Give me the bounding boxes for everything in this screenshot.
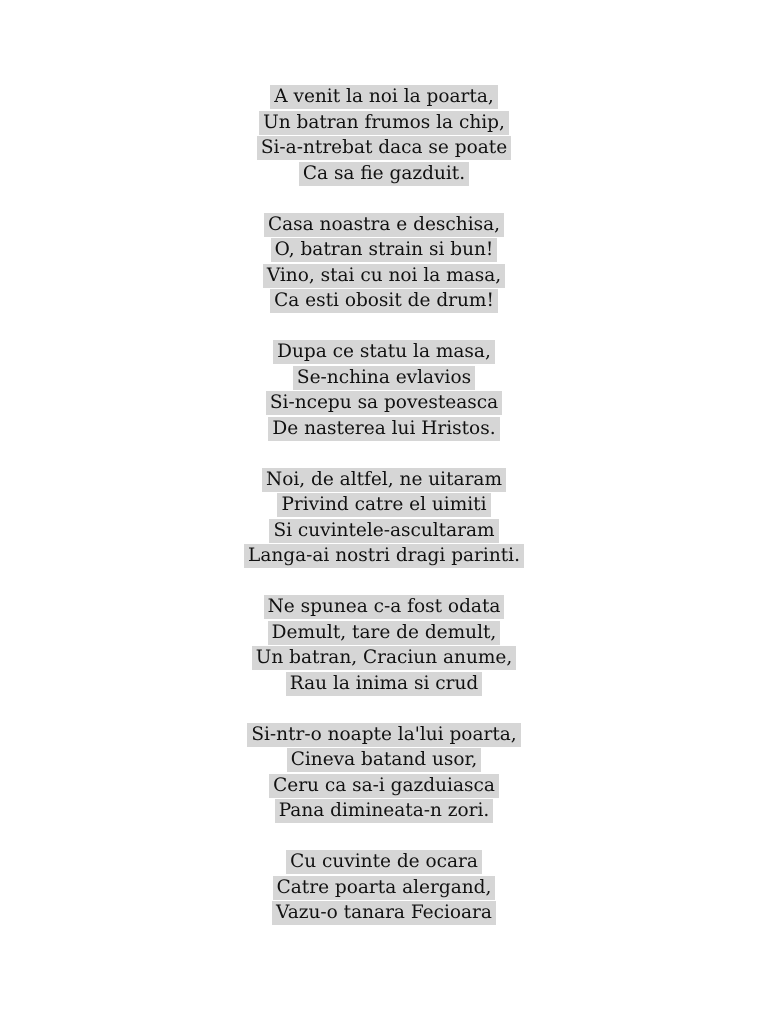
poem-line (0, 212, 768, 238)
poem-line (0, 671, 768, 697)
stanza-6 (0, 722, 768, 824)
highlighted-text: Rau la inima si crud (286, 672, 482, 696)
highlighted-text: Un batran frumos la chip, (259, 111, 509, 135)
highlighted-text: Un batran, Craciun anume, (252, 646, 517, 670)
highlighted-text: Ca esti obosit de drum! (270, 289, 498, 313)
poem-line (0, 722, 768, 748)
highlighted-text: Dupa ce statu la masa, (273, 340, 495, 364)
poem-line (0, 798, 768, 824)
stanza-3 (0, 339, 768, 441)
poem (0, 84, 768, 951)
highlighted-text: Vino, stai cu noi la masa, (263, 264, 505, 288)
poem-line (0, 161, 768, 187)
highlighted-text: Cu cuvinte de ocara (286, 850, 482, 874)
highlighted-text: Catre poarta alergand, (273, 876, 496, 900)
poem-line (0, 543, 768, 569)
highlighted-text: Si-ncepu sa povesteasca (266, 391, 502, 415)
poem-line (0, 288, 768, 314)
poem-line (0, 110, 768, 136)
stanza-1 (0, 84, 768, 186)
poem-line (0, 339, 768, 365)
poem-line (0, 84, 768, 110)
stanza-7 (0, 849, 768, 926)
poem-line (0, 416, 768, 442)
highlighted-text: Si-a-ntrebat daca se poate (257, 136, 511, 160)
highlighted-text: Pana dimineata-n zori. (275, 799, 494, 823)
highlighted-text: Ne spunea c-a fost odata (264, 595, 505, 619)
highlighted-text: Cineva batand usor, (287, 748, 482, 772)
poem-line (0, 518, 768, 544)
highlighted-text: Ca sa fie gazduit. (299, 162, 469, 186)
poem-line (0, 263, 768, 289)
highlighted-text: Langa-ai nostri dragi parinti. (244, 544, 524, 568)
poem-line (0, 390, 768, 416)
highlighted-text: Si cuvintele-ascultaram (269, 519, 498, 543)
poem-line (0, 135, 768, 161)
stanza-2 (0, 212, 768, 314)
highlighted-text: Privind catre el uimiti (277, 493, 490, 517)
highlighted-text: Noi, de altfel, ne uitaram (262, 468, 506, 492)
highlighted-text: Ceru ca sa-i gazduiasca (269, 774, 499, 798)
highlighted-text: De nasterea lui Hristos. (268, 417, 499, 441)
stanza-5 (0, 594, 768, 696)
highlighted-text: Si-ntr-o noapte la'lui poarta, (247, 723, 520, 747)
poem-line (0, 365, 768, 391)
highlighted-text: O, batran strain si bun! (271, 238, 498, 262)
poem-line (0, 773, 768, 799)
poem-line (0, 645, 768, 671)
highlighted-text: Se-nchina evlavios (293, 366, 475, 390)
highlighted-text: Vazu-o tanara Fecioara (272, 901, 496, 925)
poem-line (0, 875, 768, 901)
poem-line (0, 467, 768, 493)
poem-line (0, 237, 768, 263)
poem-line (0, 747, 768, 773)
poem-line (0, 492, 768, 518)
highlighted-text: Demult, tare de demult, (268, 621, 501, 645)
poem-line (0, 620, 768, 646)
highlighted-text: A venit la noi la poarta, (270, 85, 498, 109)
poem-line (0, 594, 768, 620)
stanza-4 (0, 467, 768, 569)
poem-line (0, 849, 768, 875)
highlighted-text: Casa noastra e deschisa, (264, 213, 504, 237)
poem-line (0, 900, 768, 926)
